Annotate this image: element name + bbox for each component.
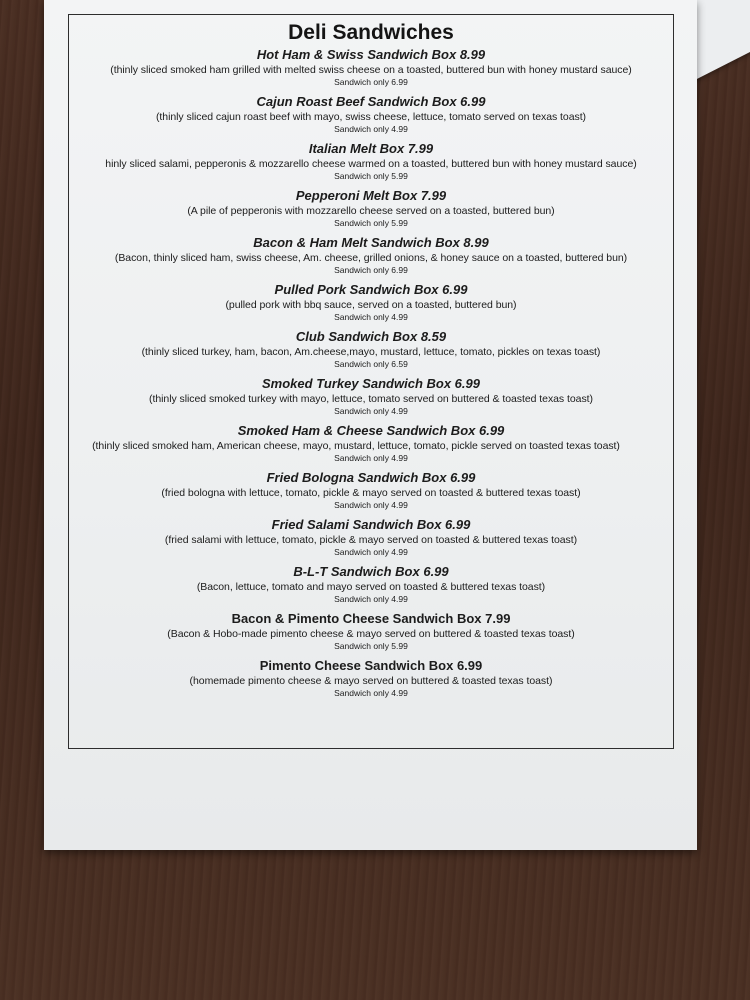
item-description: hinly sliced salami, pepperonis & mozzarello cheese warmed on a toasted, buttered bun with honey mustard sauce) bbox=[105, 158, 637, 170]
item-sandwich-only-price: Sandwich only 4.99 bbox=[334, 594, 408, 604]
item-sandwich-only-price: Sandwich only 5.99 bbox=[334, 641, 408, 651]
item-name: Smoked Ham & Cheese Sandwich Box 6.99 bbox=[237, 423, 505, 438]
item-sandwich-only-price: Sandwich only 6.59 bbox=[334, 359, 408, 369]
menu-item bbox=[64, 469, 678, 511]
item-description: (Bacon & Hobo-made pimento cheese & mayo served on buttered & toasted texas toast) bbox=[167, 628, 575, 640]
item-name: Pepperoni Melt Box 7.99 bbox=[295, 188, 447, 203]
item-name: Italian Melt Box 7.99 bbox=[308, 141, 434, 156]
item-sandwich-only-price: Sandwich only 4.99 bbox=[334, 312, 408, 322]
menu-item bbox=[64, 610, 678, 652]
item-description: (thinly sliced cajun roast beef with mayo, swiss cheese, lettuce, tomato served on texas toast) bbox=[155, 111, 587, 123]
menu-item bbox=[64, 516, 678, 558]
menu-item bbox=[64, 234, 678, 276]
item-name: Fried Bologna Sandwich Box 6.99 bbox=[266, 470, 476, 485]
item-description: (thinly sliced smoked ham, American cheese, mayo, mustard, lettuce, tomato, pickle served on toasted texas toast) bbox=[92, 440, 620, 452]
menu-item bbox=[64, 657, 678, 699]
item-name: Hot Ham & Swiss Sandwich Box 8.99 bbox=[256, 47, 486, 62]
item-name: Club Sandwich Box 8.59 bbox=[295, 329, 447, 344]
menu-item bbox=[64, 281, 678, 323]
item-description: (A pile of pepperonis with mozzarello cheese served on a toasted, buttered bun) bbox=[187, 205, 555, 217]
item-sandwich-only-price: Sandwich only 4.99 bbox=[334, 453, 408, 463]
item-description: (pulled pork with bbq sauce, served on a toasted, buttered bun) bbox=[225, 299, 517, 311]
item-name: Bacon & Ham Melt Sandwich Box 8.99 bbox=[253, 235, 489, 250]
item-name: Bacon & Pimento Cheese Sandwich Box 7.99 bbox=[231, 611, 511, 626]
menu-item-list bbox=[64, 46, 678, 704]
menu-item bbox=[64, 328, 678, 370]
item-name: B-L-T Sandwich Box 6.99 bbox=[293, 564, 449, 579]
item-sandwich-only-price: Sandwich only 5.99 bbox=[334, 171, 408, 181]
menu-item bbox=[64, 187, 678, 229]
item-name: Fried Salami Sandwich Box 6.99 bbox=[271, 517, 471, 532]
item-sandwich-only-price: Sandwich only 4.99 bbox=[334, 688, 408, 698]
menu-title: Deli Sandwiches bbox=[288, 21, 454, 44]
item-description: (fried bologna with lettuce, tomato, pickle & mayo served on toasted & buttered texas toast) bbox=[161, 487, 581, 499]
item-description: (fried salami with lettuce, tomato, pickle & mayo served on toasted & buttered texas toast) bbox=[164, 534, 578, 546]
item-description: (thinly sliced smoked ham grilled with melted swiss cheese on a toasted, buttered bun with honey mustard sauce) bbox=[110, 64, 632, 76]
menu-item bbox=[64, 46, 678, 88]
item-description: (thinly sliced turkey, ham, bacon, Am.cheese,mayo, mustard, lettuce, tomato, pickles on texas toast) bbox=[141, 346, 601, 358]
item-description: (thinly sliced smoked turkey with mayo, lettuce, tomato served on buttered & toasted texas toast) bbox=[149, 393, 593, 405]
item-sandwich-only-price: Sandwich only 4.99 bbox=[334, 547, 408, 557]
item-sandwich-only-price: Sandwich only 4.99 bbox=[334, 406, 408, 416]
item-name: Smoked Turkey Sandwich Box 6.99 bbox=[262, 376, 480, 391]
item-name: Cajun Roast Beef Sandwich Box 6.99 bbox=[256, 94, 486, 109]
item-sandwich-only-price: Sandwich only 6.99 bbox=[334, 77, 408, 87]
item-description: (Bacon, thinly sliced ham, swiss cheese, Am. cheese, grilled onions, & honey sauce on a toasted, buttered bun) bbox=[114, 252, 628, 264]
menu-item bbox=[64, 140, 678, 182]
menu-item bbox=[64, 422, 678, 464]
item-name: Pimento Cheese Sandwich Box 6.99 bbox=[259, 658, 483, 673]
menu-item bbox=[64, 375, 678, 417]
item-sandwich-only-price: Sandwich only 4.99 bbox=[334, 500, 408, 510]
item-description: (homemade pimento cheese & mayo served on buttered & toasted texas toast) bbox=[189, 675, 553, 687]
item-name: Pulled Pork Sandwich Box 6.99 bbox=[274, 282, 468, 297]
menu-item bbox=[64, 93, 678, 135]
item-sandwich-only-price: Sandwich only 6.99 bbox=[334, 265, 408, 275]
item-description: (Bacon, lettuce, tomato and mayo served on toasted & buttered texas toast) bbox=[196, 581, 546, 593]
item-sandwich-only-price: Sandwich only 4.99 bbox=[334, 124, 408, 134]
menu-item bbox=[64, 563, 678, 605]
item-sandwich-only-price: Sandwich only 5.99 bbox=[334, 218, 408, 228]
